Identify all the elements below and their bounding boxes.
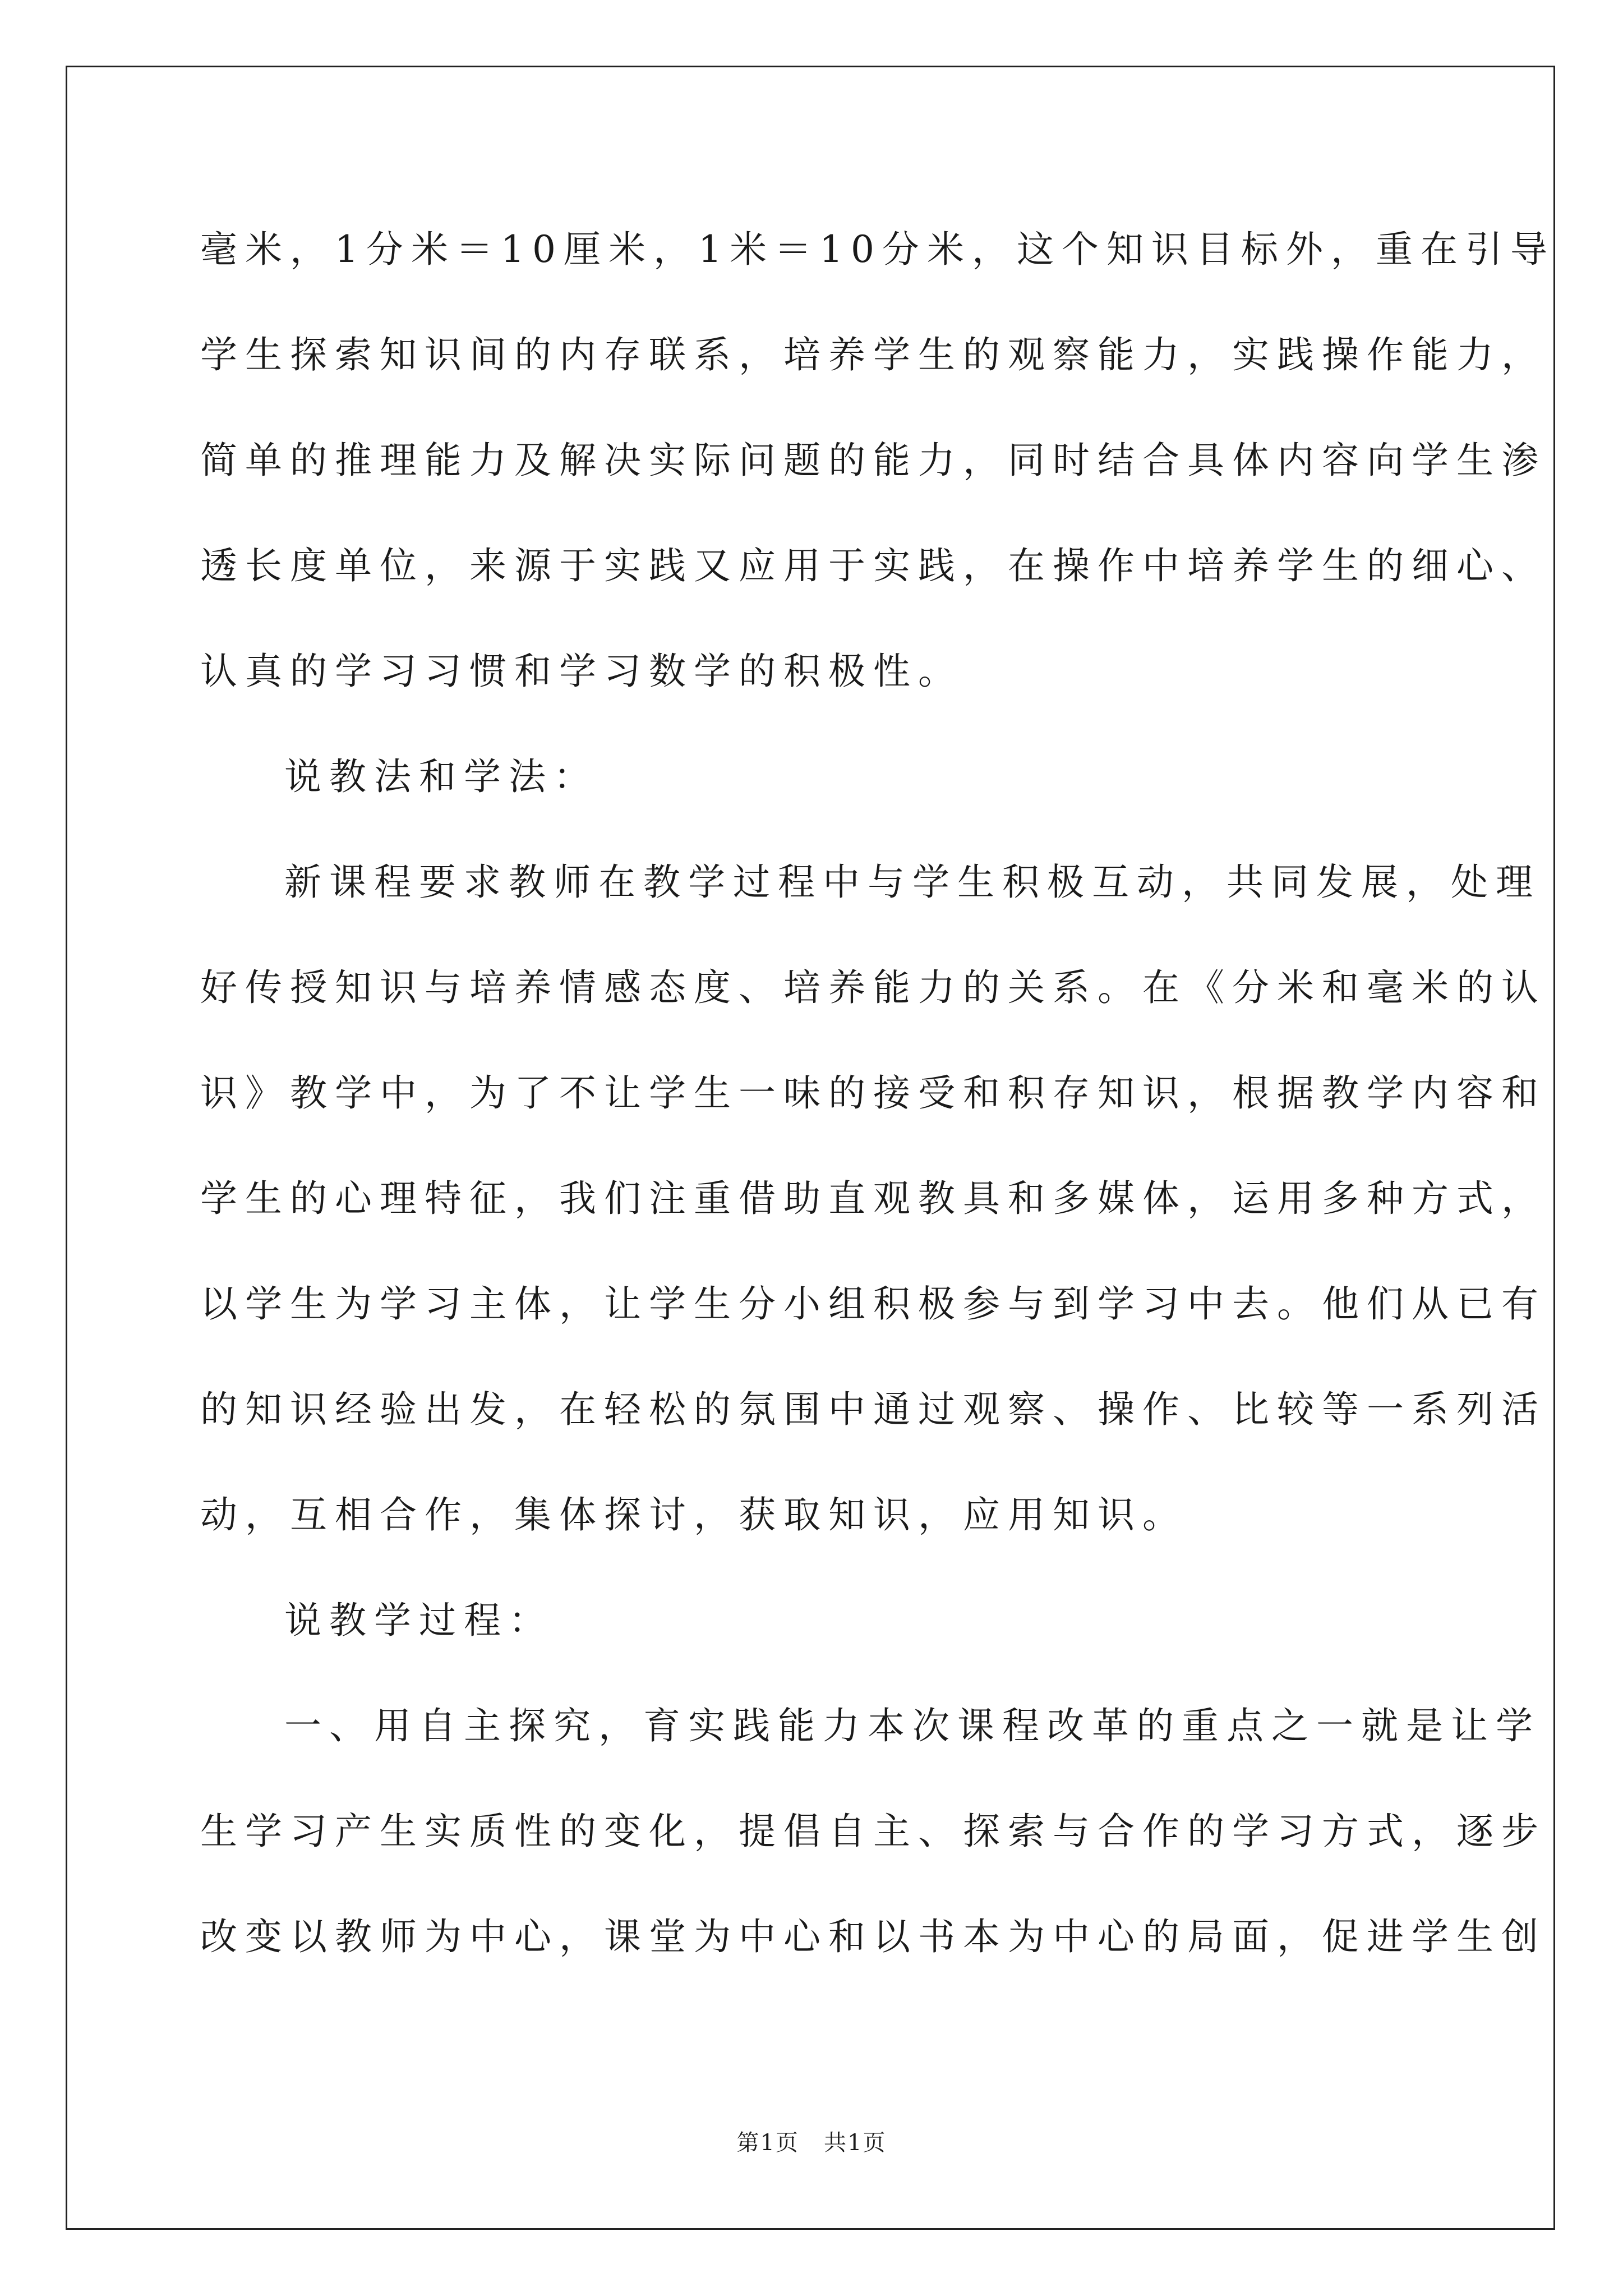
text-line: 生学习产生实质性的变化，提倡自主、探索与合作的学习方式，逐步 bbox=[200, 1810, 1546, 1853]
text-line: 简单的推理能力及解决实际问题的能力，同时结合具体内容向学生渗 bbox=[200, 439, 1546, 482]
text-line: 一、用自主探究，育实践能力本次课程改革的重点之一就是让学 bbox=[284, 1704, 1541, 1747]
text-line: 改变以教师为中心，课堂为中心和以书本为中心的局面，促进学生创 bbox=[200, 1915, 1546, 1958]
section-heading: 说教学过程： bbox=[284, 1599, 554, 1642]
page-footer: 第1页 共1页 bbox=[736, 2130, 887, 2156]
text-line: 透长度单位，来源于实践又应用于实践，在操作中培养学生的细心、 bbox=[200, 544, 1546, 587]
text-line: 识》教学中，为了不让学生一味的接受和积存知识，根据教学内容和 bbox=[200, 1071, 1546, 1115]
section-heading: 说教法和学法： bbox=[284, 755, 598, 798]
text-line: 的知识经验出发，在轻松的氛围中通过观察、操作、比较等一系列活 bbox=[200, 1388, 1546, 1431]
text-line: 好传授知识与培养情感态度、培养能力的关系。在《分米和毫米的认 bbox=[200, 966, 1546, 1009]
text-line: 动，互相合作，集体探讨，获取知识，应用知识。 bbox=[200, 1493, 1187, 1536]
text-line: 毫米，1分米＝10厘米，1米＝10分米，这个知识目标外，重在引导 bbox=[200, 228, 1555, 271]
text-line: 以学生为学习主体，让学生分小组积极参与到学习中去。他们从已有 bbox=[200, 1282, 1546, 1326]
text-line: 认真的学习习惯和学习数学的积极性。 bbox=[200, 650, 963, 693]
text-line: 学生探索知识间的内存联系，培养学生的观察能力，实践操作能力， bbox=[200, 333, 1546, 376]
text-line: 新课程要求教师在教学过程中与学生积极互动，共同发展，处理 bbox=[284, 861, 1541, 904]
text-line: 学生的心理特征，我们注重借助直观教具和多媒体，运用多种方式， bbox=[200, 1177, 1546, 1220]
